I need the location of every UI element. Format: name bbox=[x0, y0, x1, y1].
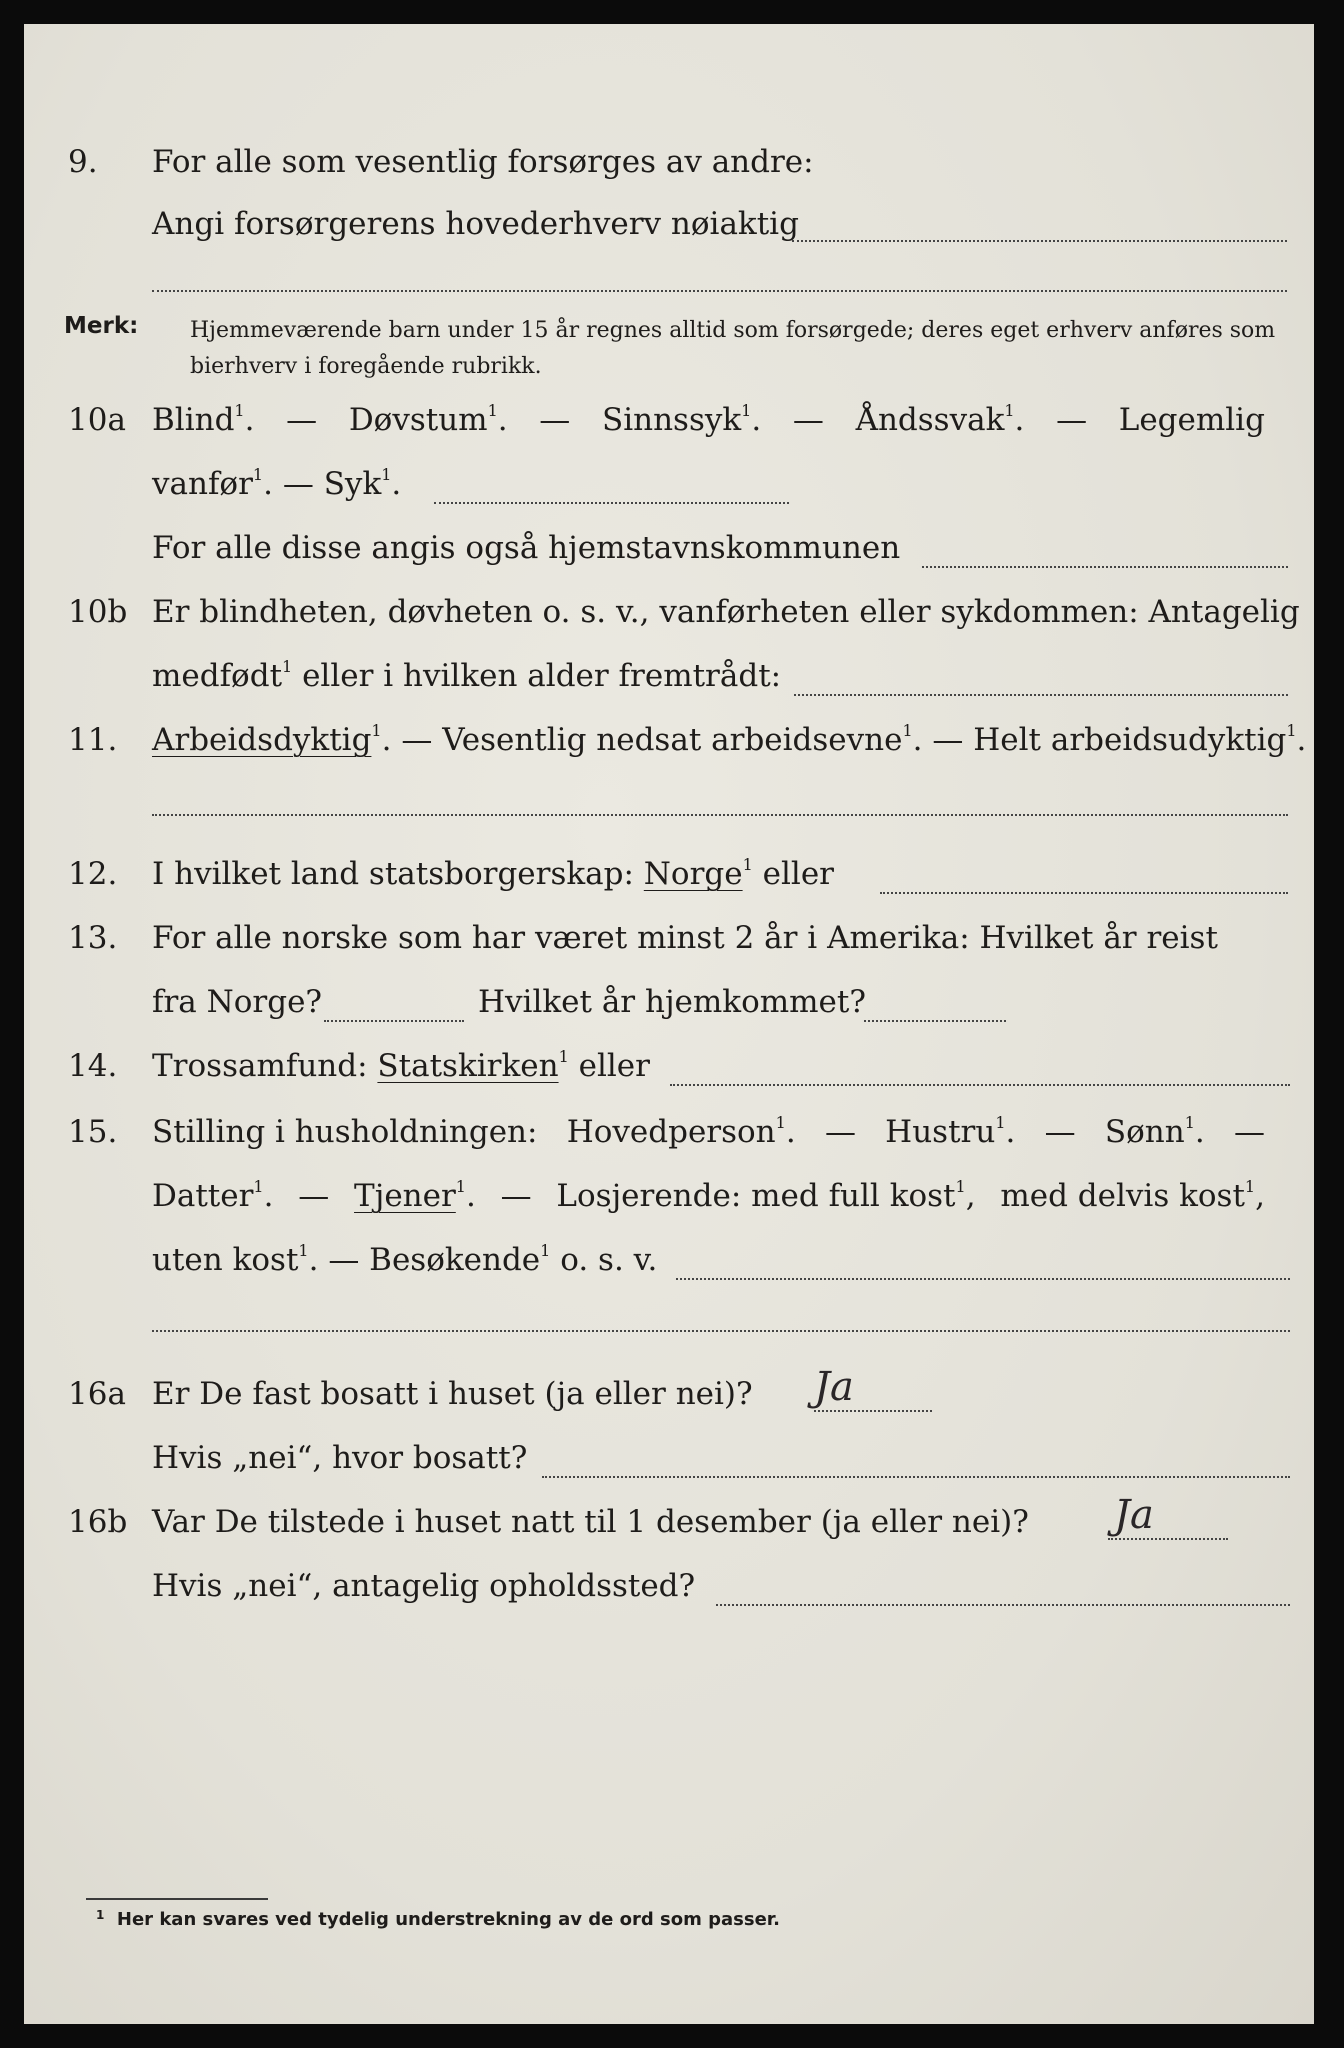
footnote-mark: 1 bbox=[96, 1908, 105, 1922]
dash: — bbox=[792, 402, 824, 438]
question-16a-line-2 bbox=[24, 1434, 1314, 1486]
question-9 bbox=[24, 138, 1314, 190]
question-number: 11. bbox=[68, 722, 118, 758]
question-number: 12. bbox=[68, 856, 118, 892]
option-blind[interactable]: Blind$^1$. bbox=[152, 401, 255, 438]
footnote-rule bbox=[86, 1898, 268, 1900]
option-sinnssyk[interactable]: Sinnssyk$^1$. bbox=[601, 401, 762, 438]
answer-line[interactable] bbox=[670, 1084, 1290, 1086]
answer-line[interactable] bbox=[542, 1476, 1290, 1478]
question-16b-line-2 bbox=[24, 1562, 1314, 1614]
question-10a bbox=[24, 396, 1314, 448]
option-losjerende-full-kost[interactable]: Losjerende: med full kost$^1$, bbox=[556, 1177, 976, 1214]
option-nedsat-arbeidsevne[interactable]: Vesentlig nedsat arbeidsevne$^1$. bbox=[442, 721, 923, 758]
option-legemlig[interactable]: Legemlig bbox=[1118, 402, 1265, 438]
question-10b-line-2 bbox=[24, 652, 1314, 704]
question-text: For alle disse angis også hjemstavnskommunen bbox=[152, 530, 901, 566]
question-10a-line-2 bbox=[24, 460, 1314, 512]
answer-line-hjemkommet[interactable] bbox=[864, 1020, 1006, 1022]
option-besokende[interactable]: Besøkende$^1$ bbox=[369, 1241, 551, 1278]
answer-line[interactable] bbox=[434, 502, 789, 504]
question-text: uten kost$^1$. — Besøkende$^1$ o. s. v. bbox=[152, 1241, 658, 1278]
option-norge[interactable]: Norge bbox=[643, 856, 743, 892]
answer-line[interactable] bbox=[152, 814, 1288, 816]
dash: — bbox=[1056, 402, 1088, 438]
question-9-line-2 bbox=[24, 200, 1314, 252]
option-arbeidsudyktig[interactable]: Helt arbeidsudyktig$^1$. bbox=[973, 721, 1307, 758]
answer-line[interactable] bbox=[794, 694, 1288, 696]
question-text: Er De fast bosatt i huset (ja eller nei)? bbox=[152, 1376, 753, 1412]
question-15-line-3 bbox=[24, 1236, 1314, 1288]
answer-line[interactable] bbox=[922, 566, 1288, 568]
answer-line[interactable] bbox=[152, 1330, 1290, 1332]
note-label: Merk: bbox=[64, 313, 139, 339]
question-text: Stilling i husholdningen: Hovedperson$^1$. — Hustru$^1$. — Sønn$^1$. — bbox=[152, 1113, 1265, 1150]
option-dovstum[interactable]: Døvstum$^1$. bbox=[348, 401, 508, 438]
question-text: Trossamfund: Statskirken$^1$ eller bbox=[152, 1047, 650, 1084]
option-datter[interactable]: Datter$^1$. bbox=[152, 1177, 274, 1214]
question-number: 16b bbox=[68, 1504, 128, 1540]
question-12 bbox=[24, 850, 1314, 902]
option-tjener[interactable]: Tjener$^1$. bbox=[354, 1177, 476, 1214]
note-block bbox=[24, 309, 1314, 389]
dash: — bbox=[286, 402, 318, 438]
option-medfodt[interactable]: medfødt$^1$ bbox=[152, 657, 293, 694]
question-number: 10b bbox=[68, 594, 128, 630]
question-16b bbox=[24, 1492, 1314, 1550]
question-text: fra Norge? bbox=[152, 984, 323, 1020]
option-syk[interactable]: Syk$^1$. bbox=[323, 465, 402, 502]
question-text bbox=[152, 466, 401, 502]
option-sonn[interactable]: Sønn$^1$. bbox=[1104, 1113, 1205, 1150]
option-delvis-kost[interactable]: med delvis kost$^1$, bbox=[1000, 1177, 1265, 1214]
question-text: Er blindheten, døvheten o. s. v., vanførheten eller sykdommen: Antagelig bbox=[152, 594, 1300, 630]
question-14 bbox=[24, 1042, 1314, 1094]
question-number: 16a bbox=[68, 1376, 126, 1412]
question-text: Hvis „nei“, antagelig opholdssted? bbox=[152, 1568, 696, 1604]
question-10a-line-3 bbox=[24, 524, 1314, 576]
note-text: Hjemmeværende barn under 15 år regnes alltid som forsørgede; deres eget erhverv anføres som bierhverv i foregående rubrikk. bbox=[190, 318, 1276, 379]
question-text-rest: eller i hvilken alder fremtrådt: bbox=[302, 658, 782, 694]
answer-line[interactable] bbox=[880, 892, 1288, 894]
option-hustru[interactable]: Hustru$^1$. bbox=[885, 1113, 1016, 1150]
dash: — bbox=[401, 722, 433, 758]
question-13-line-2 bbox=[24, 978, 1314, 1030]
question-text: I hvilket land statsborgerskap: Norge$^1$ eller bbox=[152, 855, 834, 892]
option-uten-kost[interactable]: uten kost$^1$. bbox=[152, 1241, 319, 1278]
answer-line[interactable] bbox=[676, 1278, 1290, 1280]
question-15-line-2 bbox=[24, 1172, 1314, 1224]
question-text bbox=[152, 402, 1265, 438]
question-text: Var De tilstede i huset natt til 1 desember (ja eller nei)? bbox=[152, 1504, 1029, 1540]
question-13 bbox=[24, 914, 1314, 966]
handwritten-answer[interactable]: Ja bbox=[1114, 1492, 1154, 1538]
answer-line[interactable] bbox=[152, 290, 1287, 292]
option-andssvak[interactable]: Åndssvak$^1$. bbox=[855, 401, 1025, 438]
question-text bbox=[152, 658, 781, 694]
question-text: For alle som vesentlig forsørges av andre: bbox=[152, 144, 814, 180]
question-number: 15. bbox=[68, 1114, 118, 1150]
answer-line[interactable] bbox=[716, 1604, 1290, 1606]
dash: — bbox=[932, 722, 964, 758]
question-15 bbox=[24, 1108, 1314, 1160]
question-10b bbox=[24, 588, 1314, 640]
handwritten-answer[interactable]: Ja bbox=[814, 1364, 854, 1410]
question-text: Hvilket år hjemkommet? bbox=[478, 984, 866, 1020]
answer-line[interactable] bbox=[1108, 1538, 1228, 1540]
question-16a bbox=[24, 1364, 1314, 1422]
question-text: For alle norske som har været minst 2 år i Amerika: Hvilket år reist bbox=[152, 920, 1218, 956]
footnote bbox=[96, 1909, 780, 1930]
answer-line-reist[interactable] bbox=[324, 1020, 464, 1022]
question-number: 14. bbox=[68, 1048, 118, 1084]
question-text: Arbeidsdyktig$^1$. — Vesentlig nedsat arbeidsevne$^1$. — Helt arbeidsudyktig$^1$. bbox=[152, 721, 1307, 758]
question-number: 10a bbox=[68, 402, 126, 438]
question-text: Angi forsørgerens hovederhverv nøiaktig bbox=[152, 206, 799, 242]
option-hovedperson[interactable]: Hovedperson$^1$. bbox=[566, 1113, 796, 1150]
question-number: 13. bbox=[68, 920, 118, 956]
question-text: Hvis „nei“, hvor bosatt? bbox=[152, 1440, 528, 1476]
dash: — bbox=[282, 466, 314, 502]
option-statskirken[interactable]: Statskirken bbox=[377, 1048, 559, 1084]
answer-line[interactable] bbox=[814, 1410, 932, 1412]
census-form-page bbox=[24, 24, 1314, 2024]
footnote-text: Her kan svares ved tydelig understrekning av de ord som passer. bbox=[116, 1909, 780, 1930]
option-arbeidsdyktig[interactable]: Arbeidsdyktig bbox=[152, 722, 372, 758]
question-text: Datter$^1$. — Tjener$^1$. — Losjerende: med full kost$^1$, med delvis kost$^1$, bbox=[152, 1177, 1265, 1214]
question-11 bbox=[24, 716, 1314, 768]
option-vanfor[interactable]: vanfør$^1$. bbox=[152, 465, 273, 502]
answer-line[interactable] bbox=[792, 240, 1287, 242]
dash: — bbox=[539, 402, 571, 438]
question-number: 9. bbox=[68, 144, 98, 180]
